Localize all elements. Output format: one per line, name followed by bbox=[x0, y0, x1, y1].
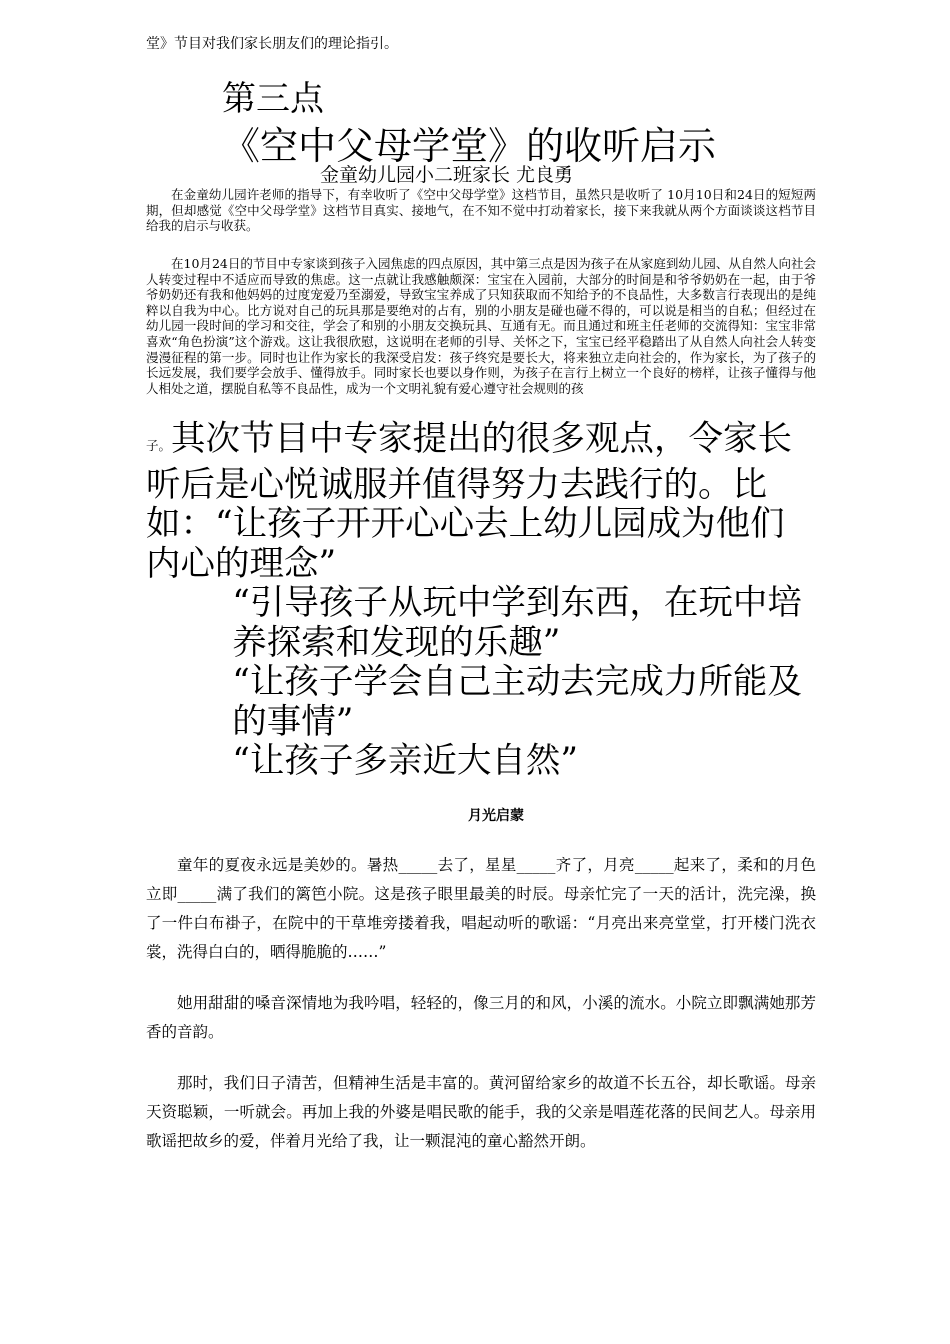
story-paragraph: 那时，我们日子清苦，但精神生活是丰富的。黄河留给家乡的故道不长五谷，却长歌谣。母亲天资聪颖，一听就会。再加上我的外婆是唱民歌的能手，我的父亲是唱莲花落的民间艺人。母亲用歌谣把故乡的爱，伴着月光给了我，让一颗混沌的童心豁然开朗。 bbox=[146, 1074, 816, 1150]
continued-line: 堂》节目对我们家长朋友们的理论指引。 bbox=[146, 36, 398, 52]
article-opinions bbox=[146, 420, 816, 782]
article-paragraph: 在10月24日的节目中专家谈到孩子入园焦虑的四点原因，其中第三点是因为孩子在从家庭到幼儿园、从自然人向社会人转变过程中不适应而导致的焦虑。这一点就让我感触颇深：宝宝在入园前，大部分的时间是和爷爷奶奶在一起，由于爷爷奶奶还有我和他妈妈的过度宠爱乃至溺爱，导致宝宝养成了只知获取而不知给予的不良品性，大多数言行表现出的是纯粹以自我为中心。比方说对自己的玩具那是要绝对的占有，别的小朋友是碰也碰不得的，可以说是相当的自私；但经过在幼儿园一段时间的学习和交往，学会了和别的小朋友交换玩具、互通有无。而且通过和班主任老师的交流得知：宝宝非常喜欢“角色扮演”这个游戏。这让我很欣慰，这说明在老师的引导、关怀之下，宝宝已经平稳踏出了从自然人向社会人转变漫漫征程的第一步。同时也让作为家长的我深受启发：孩子终究是要长大，将来独立走向社会的，作为家长，为了孩子的长远发展，我们要学会放手、懂得放手。同时家长也要以身作则，为孩子在言行上树立一个良好的榜样，让孩子懂得与他人相处之道，摆脱自私等不良品性，成为一个文明礼貌有爱心遵守社会规则的孩 bbox=[146, 256, 816, 396]
story-paragraph: 童年的夏夜永远是美妙的。暑热_____去了，星星_____齐了，月亮_____起来了，柔和的月色立即_____满了我们的篱笆小院。这是孩子眼里最美的时辰。母亲忙完了一天的活计，洗完澡，换了一件白布褂子，在院中的干草堆旁搂着我，唱起动听的歌谣：“月亮出来亮堂堂，打开楼门洗衣裳，洗得白白的，晒得脆脆的……” bbox=[146, 856, 816, 961]
opinion-quote: “引导孩子从玩中学到东西，在玩中培养探索和发现的乐趣” bbox=[232, 583, 802, 663]
story-paragraph: 她用甜甜的嗓音深情地为我吟唱，轻轻的，像三月的和风，小溪的流水。小院立即飘满她那芳香的音韵。 bbox=[146, 994, 816, 1041]
opinion-text: 其次节目中专家提出的很多观点，令家长听后是心悦诚服并值得努力去践行的。比如：“让孩子开开心心去上幼儿园成为他们内心的理念” bbox=[146, 419, 793, 584]
story-title: 月光启蒙 bbox=[468, 808, 524, 824]
opinion-quote: “让孩子学会自己主动去完成力所能及的事情” bbox=[232, 662, 802, 742]
opinion-paragraph bbox=[146, 420, 816, 584]
article-paragraph: 在金童幼儿园许老师的指导下，有幸收听了《空中父母学堂》这档节目，虽然只是收听了 10月10日和24日的短短两期，但却感觉《空中父母学堂》这档节目真实、接地气，在不知不觉中打动着家长，接下来我就从两个方面谈谈这档节目给我的启示与收获。 bbox=[146, 187, 816, 234]
article-heading: 第三点 bbox=[222, 79, 324, 119]
opinion-quote: “让孩子多亲近大自然” bbox=[232, 741, 579, 781]
paragraph-lead: 子。 bbox=[146, 438, 172, 453]
article-title: 《空中父母学堂》的收听启示 bbox=[222, 124, 717, 168]
article-author: 金童幼儿园小二班家长 尤良勇 bbox=[320, 164, 574, 186]
